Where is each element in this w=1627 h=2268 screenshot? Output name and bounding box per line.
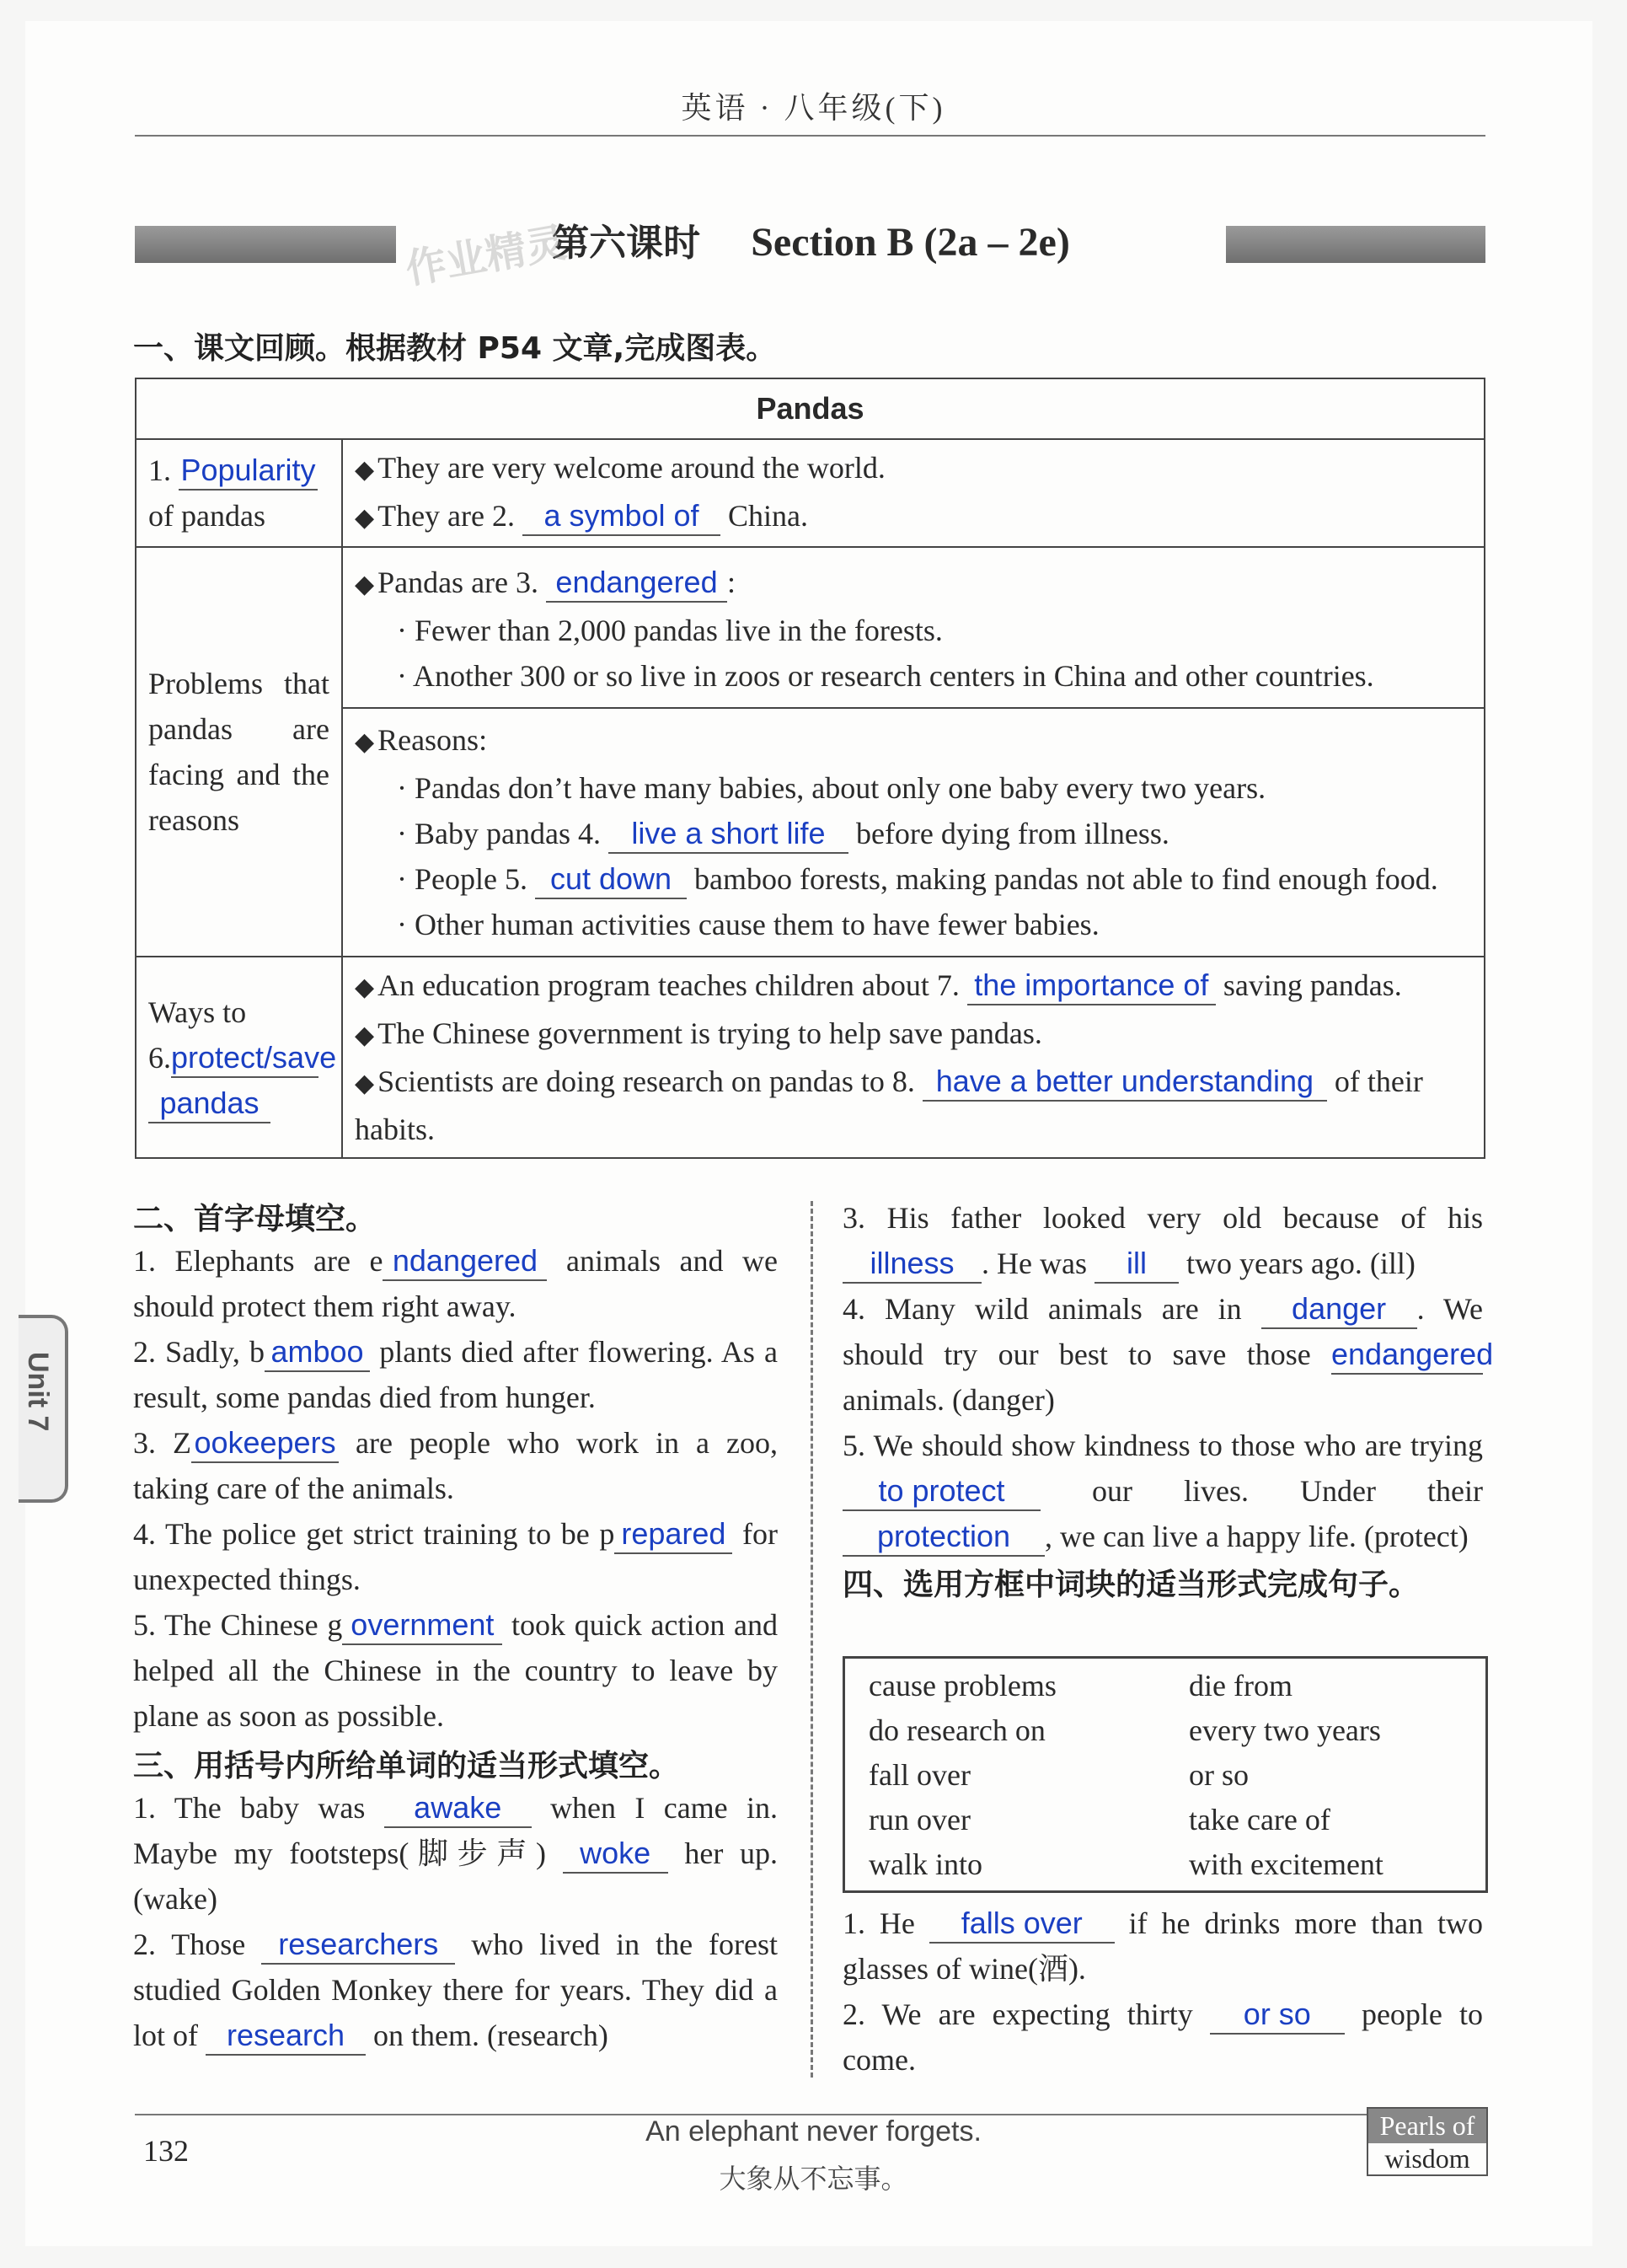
part3-answer-4a[interactable]: danger <box>1261 1290 1417 1329</box>
answer-6b[interactable]: pandas <box>148 1085 270 1123</box>
part3-q5: 5. We should show kindness to those who are trying to protect our lives. Under their protection , we can live a happy life. (protect) <box>843 1423 1483 1559</box>
table-title: Pandas <box>136 378 1485 439</box>
part3-answer-1b[interactable]: woke <box>563 1835 668 1874</box>
page-number: 132 <box>143 2134 189 2168</box>
part3-answer-3a[interactable]: illness <box>843 1245 982 1284</box>
part3-answer-2b[interactable]: research <box>206 2017 366 2056</box>
running-header: 英语 · 八年级(下) <box>681 91 946 125</box>
watermark: 作业精灵 <box>402 218 570 294</box>
word-grid <box>845 1659 1485 1887</box>
unit-tab <box>19 1315 68 1503</box>
part2-title: 二、首字母填空。 <box>133 1202 377 1236</box>
pearls-badge <box>1367 2107 1488 2176</box>
word-item: do research on <box>869 1713 1046 1747</box>
word-item: fall over <box>869 1758 971 1792</box>
row-reasons-content: ◆ Reasons: · Pandas don’t have many babies, about only one baby every two years. · Baby pandas 4. live a short life before dying from illness. · People 5. cut down bamboo forests, making pandas not able to find enough food. · Other human activities cause them to have fewer babies. <box>342 708 1485 957</box>
part4-q2: 2. We are expecting thirty or so people to come. <box>843 1997 1484 2077</box>
row-ways-content: ◆ An education program teaches children about 7. the importance of saving pandas. ◆ The Chinese government is trying to help save pandas. ◆ Scientists are doing research on pandas to 8. have a better understanding of their habits. <box>342 957 1485 1158</box>
part3-answer-4b[interactable]: endangered <box>1331 1336 1483 1375</box>
title-band-right <box>1226 226 1485 263</box>
part4-q1: 1. He falls over if he drinks more than two glasses of wine(酒). <box>843 1906 1484 1986</box>
part2-answer-4[interactable]: repared <box>614 1515 732 1554</box>
part2-answer-5[interactable]: overnment <box>342 1606 502 1645</box>
part3-q4: 4. Many wild animals are in danger . We should try our best to save those endangered animals. (danger) <box>843 1291 1494 1417</box>
pandas-table <box>135 378 1485 1159</box>
part3-title: 三、用括号内所给单词的适当形式填空。 <box>133 1749 680 1783</box>
answer-8[interactable]: have a better understanding <box>923 1063 1327 1102</box>
answer-5[interactable]: cut down <box>535 861 687 899</box>
word-item: with excitement <box>1189 1847 1383 1881</box>
pearls-line1: Pearls of <box>1368 2109 1486 2143</box>
part2-answer-2[interactable]: amboo <box>265 1333 370 1372</box>
part2-answer-1[interactable]: ndangered <box>383 1242 547 1281</box>
left-column <box>133 1195 778 2058</box>
part3-q2: 2. Those researchers who lived in the forest studied Golden Monkey there for years. They did a lot of research on them. (research) <box>133 1922 778 2058</box>
lesson-title-en: Section B (2a – 2e) <box>751 220 1070 265</box>
row-ways-label: Ways to 6.protect/save pandas <box>136 957 342 1158</box>
row-problems-label: Problems that pandas are facing and the reasons <box>136 547 342 957</box>
right-column <box>843 1195 1494 1604</box>
row-problems-content: ◆ Pandas are 3. endangered : · Fewer than 2,000 pandas live in the forests. · Another 300 or so live in zoos or research centers in China and other countries. <box>342 547 1485 708</box>
part3-answer-2a[interactable]: researchers <box>261 1926 455 1965</box>
part2-q3: 3. Zookeepers are people who work in a zoo, taking care of the animals. <box>133 1425 778 1505</box>
part1-title: 一、课文回顾。根据教材 P54 文章,完成图表。 <box>133 331 777 366</box>
pearls-line2: wisdom <box>1384 2143 1470 2174</box>
word-item: every two years <box>1189 1713 1381 1747</box>
answer-4[interactable]: live a short life <box>608 815 848 854</box>
row-popularity-label: 1. Popularity of pandas <box>136 439 342 547</box>
part2-q4: 4. The police get strict training to be p repared for unexpected things. <box>133 1516 779 1596</box>
word-item: walk into <box>869 1847 982 1881</box>
word-box <box>843 1656 1488 1893</box>
answer-3[interactable]: endangered <box>546 564 727 603</box>
header-rule <box>135 135 1485 137</box>
title-band-left <box>135 226 396 263</box>
word-item: cause problems <box>869 1669 1057 1702</box>
part4-answer-1[interactable]: falls over <box>929 1905 1115 1944</box>
part3-answer-5b[interactable]: protection <box>843 1518 1045 1557</box>
quote-en: An elephant never forgets. <box>645 2115 982 2147</box>
answer-2[interactable]: a symbol of <box>522 497 720 536</box>
part3-answer-1a[interactable]: awake <box>384 1789 532 1828</box>
column-divider <box>811 1201 813 2078</box>
answer-6[interactable]: protect/save <box>171 1039 318 1078</box>
part3-q3: 3. His father looked very old because of his illness . He was ill two years ago. (ill) <box>843 1195 1483 1286</box>
part3-q1: 1. The baby was awake when I came in. Maybe my footsteps(脚步声) woke her up. (wake) <box>133 1790 779 1916</box>
part3-answer-3b[interactable]: ill <box>1094 1245 1179 1284</box>
answer-7[interactable]: the importance of <box>967 967 1216 1005</box>
unit-tab-label: Unit 7 <box>22 1352 54 1432</box>
part4-questions <box>843 1901 1483 2083</box>
word-item: take care of <box>1189 1803 1330 1836</box>
row-popularity-content: ◆ They are very welcome around the world. ◆ They are 2. a symbol of China. <box>342 439 1485 547</box>
part2-q2: 2. Sadly, b amboo plants died after flowering. As a result, some pandas died from hunger. <box>133 1334 778 1414</box>
part4-title: 四、选用方框中词块的适当形式完成句子。 <box>843 1568 1420 1602</box>
word-item: die from <box>1189 1669 1293 1702</box>
part2-answer-3[interactable]: ookeepers <box>191 1424 339 1463</box>
part2-q5: 5. The Chinese g overnment took quick action and helped all the Chinese in the country to leave by plane as soon as possible. <box>133 1607 778 1733</box>
word-item: or so <box>1189 1758 1249 1792</box>
part4-answer-2[interactable]: or so <box>1210 1996 1345 2035</box>
answer-1[interactable]: Popularity <box>179 452 318 491</box>
quote-zh: 大象从不忘事。 <box>719 2163 908 2195</box>
part2-q1: 1. Elephants are e ndangered animals and we should protect them right away. <box>133 1243 779 1323</box>
lesson-title-zh: 第六课时 <box>552 222 701 265</box>
word-item: run over <box>869 1803 971 1836</box>
part3-answer-5a[interactable]: to protect <box>843 1472 1041 1511</box>
